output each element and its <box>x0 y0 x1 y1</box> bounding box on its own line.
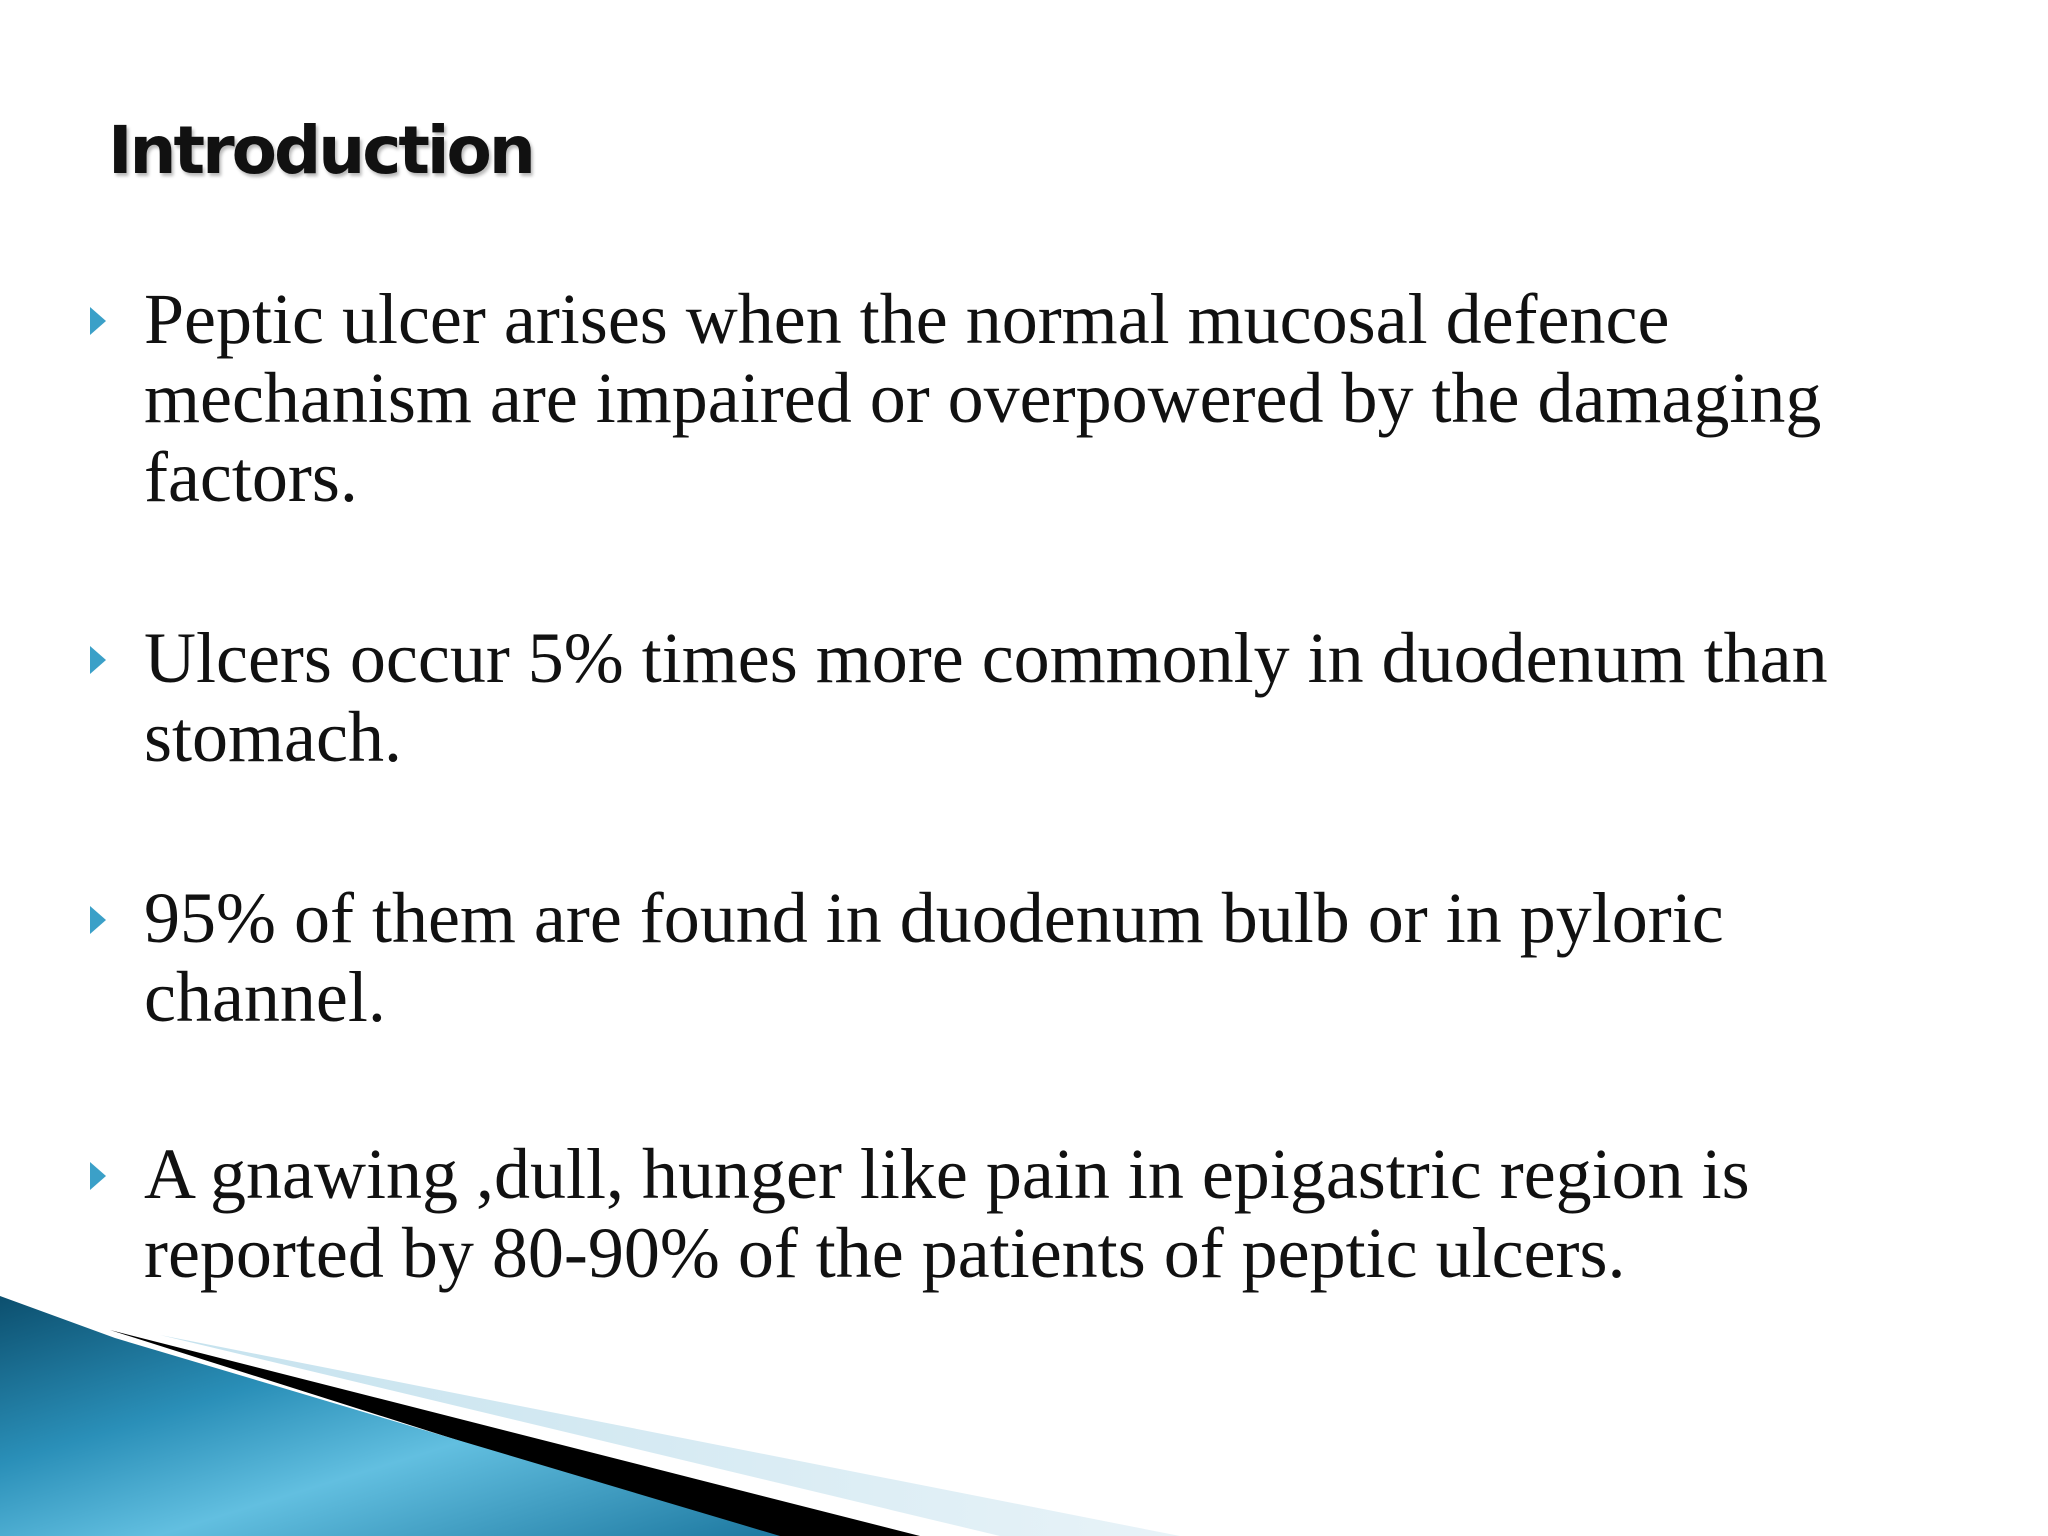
bullet-item <box>84 1135 1964 1293</box>
bullet-text: Peptic ulcer arises when the normal mucosal defence mechanism are impaired or overpowered by the damaging factors. <box>144 279 1822 517</box>
bullet-item <box>84 619 1964 777</box>
triangle-right-icon <box>90 906 106 934</box>
bullet-item <box>84 879 1964 1037</box>
triangle-right-icon <box>90 1162 106 1190</box>
bullet-text: 95% of them are found in duodenum bulb or in pyloric channel. <box>144 878 1724 1037</box>
bullet-list <box>84 280 1964 1393</box>
bullet-text: Ulcers occur 5% times more commonly in duodenum than stomach. <box>144 618 1828 777</box>
slide-title: Introduction <box>108 112 533 189</box>
bullet-item <box>84 280 1964 517</box>
bullet-text: A gnawing ,dull, hunger like pain in epigastric region is reported by 80-90% of the patients of peptic ulcers. <box>144 1134 1750 1293</box>
triangle-right-icon <box>90 307 106 335</box>
triangle-right-icon <box>90 646 106 674</box>
